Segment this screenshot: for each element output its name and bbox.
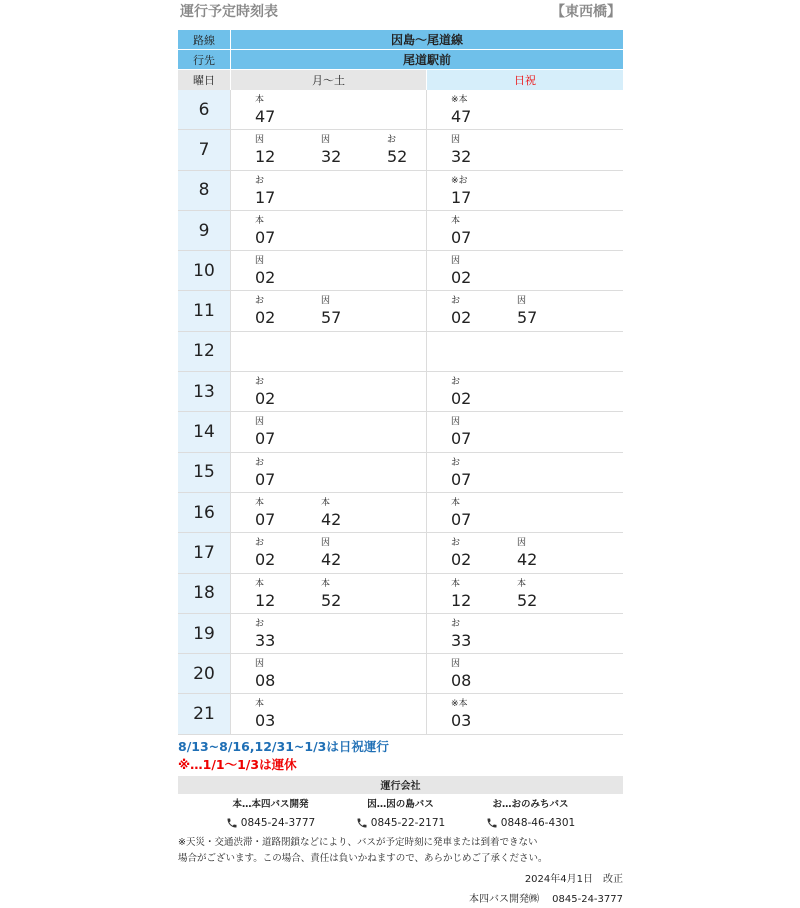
departure-minute: 07 [451,227,472,247]
departure [321,577,371,611]
holiday-cell [426,654,623,693]
departure [255,617,305,651]
departure [255,133,305,167]
operator-mark: 本 [451,215,461,226]
departure-minute: 07 [255,469,276,489]
departure-minute: 02 [255,308,276,328]
hour-cell: 21 [178,694,230,733]
departure [451,536,501,570]
holiday-service-note: 8/13~8/16,12/31~1/3は日祝運行 [178,738,389,754]
operator-mark: 因 [451,135,461,146]
table-row [178,332,623,372]
operator-mark: ※本 [451,95,468,105]
weekday-cell [230,291,426,330]
departure [255,496,305,530]
departure [451,93,501,127]
closure-note: ※…1/1～1/3は運休 [178,756,297,772]
operator-mark: 因 [321,296,331,307]
departure-minute: 42 [321,509,342,529]
departure [255,294,305,328]
destination-row [178,50,623,70]
operator-mark: 本 [255,95,265,105]
operator-phone-number: 0845-24-3777 [240,816,316,829]
departure-minute: 33 [451,630,472,650]
departure-minute: 42 [321,550,342,570]
hour-cell: 16 [178,493,230,532]
departure-minute: 47 [451,107,472,126]
holiday-cell [426,574,623,613]
operator-mark: 因 [451,256,461,267]
departure [255,174,305,208]
operator-mark: 本 [255,497,265,508]
operator-mark: 因 [255,135,265,146]
hour-cell: 20 [178,654,230,693]
holiday-cell [426,171,623,210]
holiday-cell [426,694,623,733]
operator-mark: お [451,538,461,549]
departure-minute: 07 [451,429,472,449]
table-row [178,171,623,211]
table-row [178,453,623,493]
departure-minute: 12 [255,590,276,610]
departure [255,536,305,570]
table-row [178,493,623,533]
operator-mark: 因 [255,659,265,670]
departure-minute: 03 [451,711,472,731]
departure [255,375,305,409]
weekday-cell [230,493,426,532]
departure [451,617,501,651]
departure [451,577,501,611]
hour-cell: 6 [178,90,230,129]
hour-cell: 12 [178,332,230,371]
weekday-cell [230,171,426,210]
holiday-cell [426,332,623,371]
departure-minute: 02 [451,389,472,409]
departure [255,577,305,611]
departure-minute: 08 [255,671,276,691]
operator-mark: 因 [517,296,527,307]
destination-name: 尾道駅前 [230,50,623,69]
operator-mark: お [387,135,397,146]
operator-mark: 因 [451,659,461,670]
disclaimer-line-2: 場合がございます。この場合、責任は負いかねますので、あらかじめご了承ください。 [178,852,548,864]
timetable [178,0,623,908]
weekday-cell [230,332,426,371]
operator-mark: お [255,296,265,307]
departure-minute: 52 [387,147,408,167]
route-label: 路線 [178,30,230,49]
table-row [178,90,623,130]
departure [255,93,305,127]
table-row [178,694,623,734]
timetable-body [178,90,623,735]
operator-name: お…おのみちバス [492,798,569,810]
table-row [178,614,623,654]
departure-minute: 02 [451,550,472,570]
departure [255,657,305,691]
operator-mark: 本 [255,699,265,710]
departure [517,536,567,570]
disclaimer [178,835,623,867]
operator-name: 本…本四バス開発 [232,798,309,810]
departure-minute: 57 [517,308,538,328]
revision-date: 2024年4月1日 改正 [524,873,623,885]
hour-cell: 10 [178,251,230,290]
title-row [178,0,623,30]
hour-cell: 19 [178,614,230,653]
departure-minute: 47 [255,107,276,126]
phone-icon [486,817,498,829]
operator-innoshima [336,796,466,832]
operator-mark: お [255,377,265,388]
hour-cell: 7 [178,130,230,169]
departure-minute: 07 [255,227,276,247]
departure-minute: 52 [517,590,538,610]
table-row [178,574,623,614]
departure [517,577,567,611]
departure-minute: 03 [255,711,276,731]
departure [451,415,501,449]
contact-info: 本四バス開発㈱ 0845-24-3777 [468,893,623,905]
operator-mark: お [451,457,461,468]
holiday-cell [426,412,623,451]
weekday-header: 月～土 [230,70,426,90]
departure [451,174,501,208]
hour-cell: 14 [178,412,230,451]
hour-cell: 13 [178,372,230,411]
departure [451,375,501,409]
departure [451,697,501,731]
departure-minute: 02 [255,550,276,570]
hour-cell: 18 [178,574,230,613]
operator-mark: 本 [517,578,527,589]
departure-minute: 02 [451,268,472,288]
departure-minute: 32 [321,147,342,167]
table-row [178,130,623,170]
weekday-cell [230,372,426,411]
departure [255,456,305,490]
operator-mark: 本 [451,578,461,589]
operator-mark: 因 [255,417,265,428]
holiday-cell [426,533,623,572]
departure [255,415,305,449]
table-row [178,251,623,291]
operator-mark: お [451,618,461,629]
operator-phone-number: 0845-22-2171 [370,816,446,829]
route-name: 因島～尾道線 [230,30,623,49]
destination-label: 行先 [178,50,230,69]
holiday-cell [426,453,623,492]
holiday-cell [426,90,623,129]
weekday-cell [230,412,426,451]
operator-mark: 本 [451,497,461,508]
departure-minute: 07 [255,429,276,449]
weekday-cell [230,211,426,250]
operator-mark: お [451,377,461,388]
departure [255,254,305,288]
departure-minute: 33 [255,630,276,650]
operator-mark: お [451,296,461,307]
departure-minute: 17 [451,187,472,207]
operator-mark: お [255,175,265,186]
route-row [178,30,623,50]
departure [451,657,501,691]
page-title: 運行予定時刻表 [180,4,278,20]
holiday-cell [426,130,623,169]
departure-minute: 08 [451,671,472,691]
departure-minute: 07 [451,469,472,489]
departure-minute: 02 [451,308,472,328]
departure [451,254,501,288]
operator-honshi [206,796,336,832]
departure-minute: 17 [255,187,276,207]
table-row [178,654,623,694]
operator-mark: 本 [321,578,331,589]
holiday-cell [426,291,623,330]
phone-icon [356,817,368,829]
departure [451,214,501,248]
day-label: 曜日 [178,70,230,90]
hour-cell: 15 [178,453,230,492]
departure [255,697,305,731]
operator-phone[interactable] [466,814,596,832]
weekday-cell [230,90,426,129]
operator-phone[interactable] [206,814,336,832]
operator-phone[interactable] [336,814,466,832]
operator-mark: 本 [321,497,331,508]
departure-minute: 52 [321,590,342,610]
operator-mark: 因 [255,256,265,267]
departure-minute: 32 [451,147,472,167]
hour-cell: 9 [178,211,230,250]
operator-onomichi [466,796,596,832]
operator-mark: ※お [451,175,468,186]
holiday-cell [426,493,623,532]
departure [321,294,371,328]
departure [451,456,501,490]
departure [451,496,501,530]
departure-minute: 42 [517,550,538,570]
departure-minute: 07 [451,509,472,529]
departure-minute: 12 [255,147,276,167]
operators-list [178,796,623,832]
departure-minute: 02 [255,268,276,288]
departure-minute: 02 [255,389,276,409]
departure [451,294,501,328]
operator-name: 因…因の島バス [367,798,434,810]
weekday-cell [230,251,426,290]
disclaimer-line-1: ※天災・交通渋滞・道路閉鎖などにより、バスが予定時刻に発車または到着できない [178,836,538,848]
phone-icon [226,817,238,829]
operator-mark: 因 [321,538,331,549]
weekday-cell [230,574,426,613]
table-row [178,291,623,331]
operator-mark: ※本 [451,699,468,710]
departure [321,496,371,530]
holiday-cell [426,372,623,411]
table-row [178,412,623,452]
weekday-cell [230,130,426,169]
departure-minute: 07 [255,509,276,529]
hour-cell: 8 [178,171,230,210]
departure [321,133,371,167]
operator-mark: 本 [255,215,265,226]
departure-minute: 57 [321,308,342,328]
departure [451,133,501,167]
weekday-cell [230,654,426,693]
table-row [178,372,623,412]
departure-minute: 12 [451,590,472,610]
operator-mark: 因 [321,135,331,146]
day-header-row [178,70,623,90]
operator-mark: 因 [451,417,461,428]
hour-cell: 17 [178,533,230,572]
operators-heading: 運行会社 [178,776,623,794]
operator-phone-number: 0848-46-4301 [500,816,576,829]
departure [255,214,305,248]
holiday-cell [426,211,623,250]
departure [517,294,567,328]
weekday-cell [230,453,426,492]
holiday-header: 日祝 [426,70,623,90]
operator-mark: お [255,457,265,468]
holiday-cell [426,614,623,653]
stop-name: 【東西橋】 [551,4,621,20]
departure [321,536,371,570]
hour-cell: 11 [178,291,230,330]
table-row [178,211,623,251]
table-row [178,533,623,573]
operator-mark: お [255,538,265,549]
weekday-cell [230,533,426,572]
holiday-cell [426,251,623,290]
weekday-cell [230,694,426,733]
operator-mark: 因 [517,538,527,549]
operator-mark: 本 [255,578,265,589]
weekday-cell [230,614,426,653]
operator-mark: お [255,618,265,629]
